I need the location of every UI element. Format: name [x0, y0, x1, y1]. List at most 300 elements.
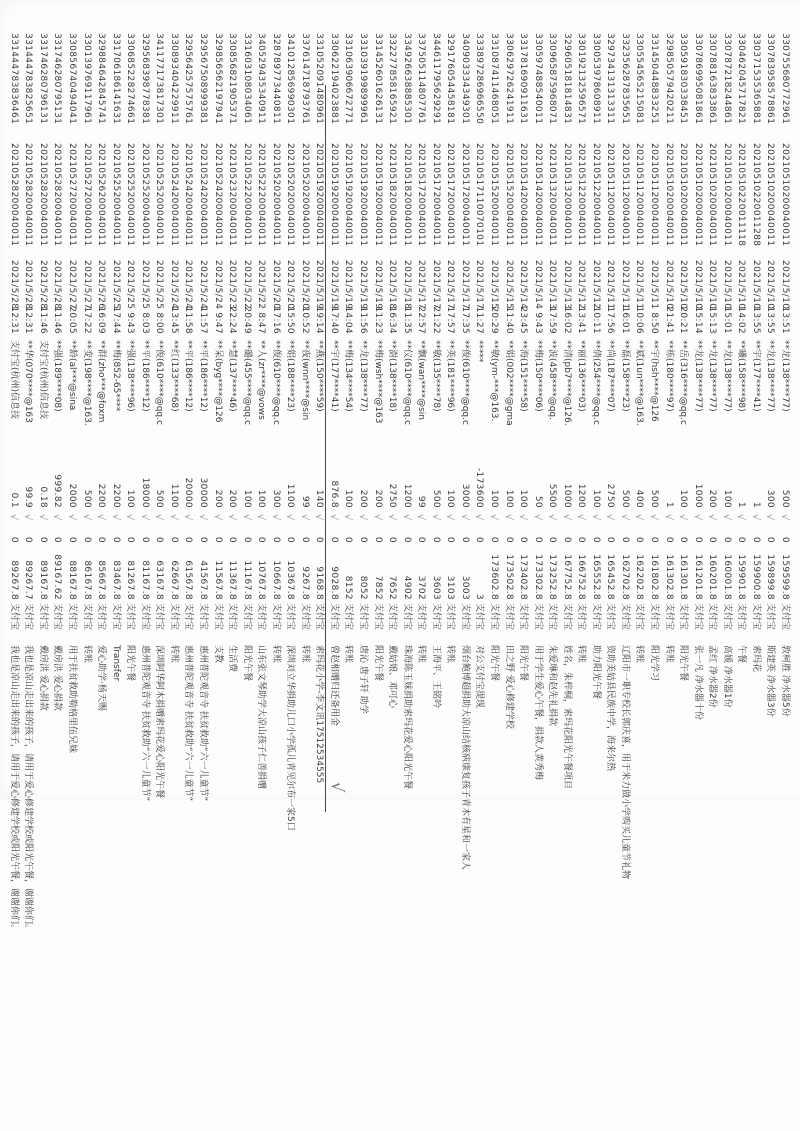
transaction-id: 330856821905371 — [227, 33, 238, 125]
running-balance: 9168.8 — [314, 566, 325, 600]
transaction-id: 330685228274661 — [125, 33, 136, 125]
running-balance: 9267.8 — [299, 566, 310, 600]
amount: 2750 — [387, 483, 398, 508]
note-text: 转账 — [663, 645, 674, 664]
check-mark: √ — [167, 514, 179, 521]
date: 2021/5/26 — [96, 260, 107, 310]
payer-masked: **清(pb7****@126. — [561, 340, 572, 426]
account-label: 支付宝 — [168, 603, 179, 631]
account-label: 支付宝 — [692, 603, 703, 631]
transaction-id: 330629726241911 — [503, 33, 514, 125]
running-balance: 161201.8 — [692, 554, 703, 600]
date: 2021/5/28 — [37, 260, 48, 310]
check-mark: √ — [284, 514, 296, 521]
note-text: 阳光午餐 — [372, 645, 383, 682]
amount: 500 — [780, 489, 790, 508]
account-label: 支付宝 — [663, 603, 674, 631]
transaction-id: 331087411468051 — [489, 33, 499, 125]
check-mark: √ — [648, 514, 660, 521]
note-text: 转账 — [299, 645, 310, 664]
account-label: 支付宝 — [518, 603, 529, 631]
time: 17:56 — [605, 306, 616, 334]
check-mark: √ — [735, 514, 747, 521]
running-balance: 159900.8 — [750, 554, 761, 600]
payer-masked: **宇(177****41) — [750, 340, 761, 412]
fee: 0 — [139, 536, 150, 543]
time: 15:01 — [721, 306, 732, 334]
note-text: 深圳阿华阿木捐赠索玛花爱心阳光午餐 — [154, 645, 165, 799]
amount: 140 — [314, 489, 325, 508]
table-row — [384, 0, 399, 1131]
check-mark: √ — [269, 514, 281, 521]
time: 13:55 — [765, 306, 776, 334]
account-label: 支付宝 — [605, 603, 616, 631]
transaction-id: 331781690911631 — [518, 33, 529, 125]
payer-masked: **燕(150****59) — [314, 340, 325, 412]
note-text: 惠州普陀观音寺 扶贫救助“六一儿童节” — [139, 645, 150, 802]
payer-masked: **呆(byg****@126 — [212, 340, 223, 423]
check-mark: √ — [197, 514, 208, 521]
order-number: 20210511200040011 — [634, 143, 645, 247]
payer-masked: **璐(455****@qq.c — [241, 340, 252, 425]
table-row — [370, 0, 385, 1131]
date: 2021/5/11 — [605, 260, 616, 310]
table-row — [719, 0, 734, 1131]
account-label: 支付宝 — [619, 603, 630, 631]
order-number: 20210519200040011 — [343, 143, 354, 247]
transaction-id: 329176054458181 — [445, 33, 456, 125]
date: 2021/5/20 — [285, 260, 296, 310]
payer-masked: **曦(158****98) — [736, 340, 747, 412]
transaction-id: 341177173817301 — [154, 33, 165, 125]
date: 2021/5/12 — [576, 260, 587, 310]
transaction-id: 330371535365881 — [750, 33, 761, 125]
check-mark: √ — [371, 514, 383, 521]
order-number: 20210515200040011 — [503, 143, 514, 247]
date: 2021/5/19 — [372, 260, 383, 310]
fee: 0 — [372, 536, 383, 543]
table-row — [282, 0, 297, 1131]
account-label: 支付宝 — [299, 603, 310, 631]
running-balance: 9028.8 — [328, 566, 339, 600]
running-balance: 3003 — [459, 575, 470, 600]
date: 2021/5/19 — [314, 260, 325, 310]
note-text: 转账 — [168, 645, 179, 664]
order-number: 20210517200040011 — [430, 143, 441, 247]
transaction-id: 340529435340911 — [256, 33, 267, 125]
check-mark: √ — [502, 514, 514, 521]
note-text: 转账 — [445, 645, 456, 664]
fee: 0 — [649, 536, 660, 543]
check-mark: √ — [80, 514, 92, 521]
date: 2021/5/11 — [619, 260, 630, 310]
time: 8:50 — [649, 312, 660, 334]
table-row — [79, 0, 94, 1131]
order-number: 20210520200040011 — [285, 143, 296, 247]
order-number: 20210519200040011 — [314, 143, 325, 247]
order-number: 20210514200040011 — [532, 143, 543, 247]
check-mark: √ — [560, 514, 572, 521]
date: 2021/5/19 — [358, 260, 369, 310]
table-row — [253, 0, 268, 1131]
transaction-id: 329734131313311 — [605, 33, 616, 125]
time: 12:31 — [23, 306, 34, 334]
payer-masked: **俊(610****@qq.c — [154, 340, 165, 425]
note-text: 索玛花 — [750, 645, 761, 673]
date: 2021/5/13 — [547, 260, 558, 310]
check-mark: √ — [357, 514, 369, 521]
payer-masked: 支付宝(杭州)信息技 — [8, 340, 19, 420]
date: 2021/5/17 — [459, 260, 470, 310]
order-number: 20210525200040011 — [110, 143, 121, 247]
account-label: 支付宝 — [387, 603, 398, 631]
transaction-id: 331706186141631 — [110, 33, 121, 125]
date: 2021/5/19 — [328, 260, 339, 310]
running-balance: 8052 — [358, 575, 369, 600]
time: 23:45 — [518, 306, 529, 334]
fee: 0 — [765, 536, 776, 543]
payer-masked: **飘(wan****@sin — [416, 340, 427, 420]
amount: 100 — [590, 489, 601, 508]
time: 14:02 — [736, 306, 747, 334]
table-row — [501, 0, 516, 1131]
running-balance: 159899.8 — [765, 554, 776, 600]
table-row — [268, 0, 283, 1131]
check-mark: √ — [51, 514, 63, 521]
payer-masked: **英(181****96) — [445, 340, 456, 412]
check-mark: √ — [313, 514, 325, 521]
amount: 2200 — [110, 483, 121, 508]
order-number: 20210520200040011 — [299, 143, 310, 247]
note-text: 转账 — [81, 645, 92, 664]
order-number: 20210522200040011 — [241, 143, 252, 247]
note-text: 高媛 净水器1份 — [721, 645, 732, 708]
payer-masked: **变(198****@163. — [81, 340, 92, 426]
table-row — [690, 0, 705, 1131]
amount: 100 — [503, 489, 514, 508]
fee: 0 — [168, 536, 179, 543]
time: 22:24 — [227, 306, 238, 334]
check-mark: √ — [720, 514, 732, 521]
payer-masked: **澍(138****18) — [387, 340, 398, 412]
amount: 200 — [227, 489, 238, 508]
fee: 0 — [328, 536, 339, 543]
amount: 0.1 — [8, 492, 19, 508]
amount: 99.9 — [23, 486, 34, 508]
running-balance: 7652 — [387, 575, 398, 600]
check-mark: √ — [458, 514, 470, 521]
amount: 2750 — [605, 483, 616, 508]
note-text: 爱心助学·杨天赐 — [96, 645, 107, 711]
time: 8:47 — [256, 312, 267, 334]
payer-masked: **岳(316****@qq.c — [678, 340, 689, 425]
date: 2021/5/15 — [489, 260, 499, 310]
date: 2021/5/11 — [634, 260, 645, 310]
date: 2021/5/10 — [707, 260, 718, 310]
fee: 0 — [401, 536, 412, 543]
time: 17:16 — [270, 306, 281, 334]
note-text: 姓名，朱梓桐，索玛花阳光午餐项目 — [561, 645, 572, 790]
fee: 0 — [23, 536, 34, 543]
order-number: 20210524200040011 — [212, 143, 223, 247]
running-balance: 89167.62 — [52, 554, 63, 600]
running-balance: 10667.8 — [270, 560, 281, 600]
fee: 0 — [96, 536, 107, 543]
order-number: 20210528200040011 — [23, 143, 34, 247]
transaction-id: 329850579420211 — [663, 33, 674, 125]
time: 8:00 — [154, 312, 165, 334]
check-mark: √ — [124, 514, 136, 521]
date: 2021/5/24 — [168, 260, 179, 310]
transaction-id: 331039199899961 — [358, 33, 369, 125]
date: 2021/5/22 — [256, 260, 267, 310]
time: 15:50 — [285, 306, 296, 334]
fee: 0 — [125, 536, 136, 543]
order-number: 20210510200040011 — [707, 143, 718, 247]
check-mark: √ — [400, 514, 412, 521]
order-number: 20210518200040011 — [401, 143, 412, 247]
transaction-id: 330787218244861 — [721, 33, 732, 125]
order-number: 20210517200040011 — [459, 143, 470, 247]
fee: 0 — [8, 536, 19, 543]
time: 11:58 — [183, 306, 194, 334]
payer-masked: **平(186****12) — [198, 340, 208, 412]
note-text: 惠州普陀观音寺 扶贫救助“六一儿童节” — [183, 645, 194, 802]
check-mark: √ — [327, 514, 339, 521]
order-number: 20210512200040011 — [590, 143, 601, 247]
date: 2021/5/28 — [23, 260, 34, 310]
account-label: 支付宝 — [139, 603, 150, 631]
payer-masked: **敏(ym-***@163. — [489, 340, 499, 422]
running-balance: 81267.8 — [125, 560, 136, 600]
time: 10:11 — [590, 306, 601, 334]
time: 12:31 — [8, 306, 19, 334]
check-mark: √ — [618, 514, 630, 521]
amount: 1 — [663, 501, 674, 508]
transaction-id: 330462045717821 — [736, 33, 747, 125]
transaction-id: 330786995081861 — [692, 33, 703, 125]
time: 9:47 — [212, 312, 223, 334]
note-text: 阳光午餐 — [489, 645, 499, 682]
fee: 0 — [67, 536, 78, 543]
amount: 2000 — [67, 483, 78, 508]
amount: 1100 — [285, 483, 296, 508]
date: 2021/5/10 — [678, 260, 689, 310]
amount: 50 — [532, 495, 543, 508]
time: 13:41 — [576, 306, 587, 334]
date: 2021/5/25 — [139, 260, 150, 310]
payer-masked: **龙(138****77) — [765, 340, 776, 412]
table-row — [762, 0, 777, 1131]
amount: 500 — [81, 489, 92, 508]
transaction-id: 330965875968071 — [547, 33, 558, 125]
payer-masked: **平(186****12) — [139, 340, 150, 412]
transaction-id: 331444783836461 — [8, 33, 19, 125]
date: 2021/5/12 — [590, 260, 601, 310]
table-row — [486, 0, 501, 1131]
transaction-id: 329567508999381 — [198, 33, 208, 125]
date: 2021/5/24 — [183, 260, 194, 310]
amount: 500 — [154, 489, 165, 508]
account-label: 支付宝 — [590, 603, 601, 631]
note-text: 转账 — [416, 645, 427, 664]
date: 2021/5/20 — [299, 260, 310, 310]
date: 2021/5/24 — [212, 260, 223, 310]
check-mark: √ — [764, 514, 776, 521]
order-number: 20210517110070101 — [474, 143, 485, 247]
running-balance: 10367.8 — [285, 560, 296, 600]
fee: 0 — [547, 536, 558, 543]
table-row — [93, 0, 108, 1131]
amount: 500 — [430, 489, 441, 508]
transaction-id: 330788163833861 — [707, 33, 718, 125]
payer-masked: **娟(002****@gma — [503, 340, 514, 426]
payer-masked: **梅(150****06) — [532, 340, 543, 412]
check-mark: √ — [211, 514, 223, 521]
date: 2021/5/28 — [8, 260, 19, 310]
fee: 0 — [183, 536, 194, 543]
running-balance: 162202.8 — [634, 554, 645, 600]
time: 11:46 — [37, 306, 48, 334]
date: 2021/5/17 — [445, 260, 456, 310]
check-mark: √ — [531, 514, 543, 521]
fee: 0 — [445, 536, 456, 543]
time: 17:22 — [81, 306, 92, 334]
table-row — [151, 0, 166, 1131]
table-row — [137, 0, 152, 1131]
check-mark: √ — [779, 514, 790, 521]
date: 2021/5/25 — [154, 260, 165, 310]
transaction-id: 333897286966550 — [474, 33, 485, 125]
order-number: 20210528200040011 — [52, 143, 63, 247]
amount: 1000 — [561, 483, 572, 508]
amount: 100 — [489, 489, 499, 508]
order-number: 20210513200040011 — [547, 143, 558, 247]
fee: 0 — [52, 536, 63, 543]
check-mark: √ — [662, 514, 674, 521]
amount: 999.82 — [52, 474, 63, 508]
order-number: 20210519200040011 — [358, 143, 369, 247]
time: 10:52 — [299, 306, 310, 334]
date: 2021/5/10 — [736, 260, 747, 310]
account-label: 支付宝 — [67, 603, 78, 631]
time: 15:13 — [707, 306, 718, 334]
fee: 0 — [561, 536, 572, 543]
payer-masked: **仪(610****@qq.c — [401, 340, 412, 425]
date: 2021/5/25 — [125, 260, 136, 310]
running-balance: 161302.8 — [663, 554, 674, 600]
time: 9:43 — [532, 312, 543, 334]
table-row — [297, 0, 312, 1131]
transaction-id: 330856740494041 — [67, 33, 78, 125]
order-number: 20210527200040011 — [67, 143, 78, 247]
account-label: 支付宝 — [96, 603, 107, 631]
table-row — [180, 0, 195, 1131]
account-label: 支付宝 — [416, 603, 427, 631]
transaction-id: 340903334349301 — [459, 33, 470, 125]
transaction-id: 332277858165921 — [387, 33, 398, 125]
account-label: 支付宝 — [532, 603, 543, 631]
account-label: 支付宝 — [285, 603, 296, 631]
amount: 100 — [343, 489, 354, 508]
order-number: 20210527200040011 — [81, 143, 92, 247]
date: 2021/5/22 — [241, 260, 252, 310]
fee: 0 — [285, 536, 296, 543]
running-balance: 4902 — [401, 575, 412, 600]
running-balance: 173602.8 — [489, 554, 499, 600]
time: 11:56 — [358, 306, 369, 334]
account-label: 支付宝 — [678, 603, 689, 631]
account-label: 支付宝 — [561, 603, 572, 631]
transaction-id: 330755680772961 — [780, 33, 790, 125]
check-mark: √ — [95, 514, 107, 521]
account-label: 支付宝 — [503, 603, 514, 631]
transaction-id: 334926638885301 — [401, 33, 412, 125]
note-text: 王海平、王铭吟 — [430, 645, 441, 709]
note-text: 阳光学习 — [649, 645, 660, 682]
table-row — [311, 0, 326, 1131]
transaction-id: 337505114807761 — [416, 33, 427, 125]
note-text: 转账 — [270, 645, 281, 664]
check-mark: √ — [226, 514, 238, 521]
note-text: 田之野 爱心修建学校 — [503, 645, 514, 729]
payer-masked: **娟(188****23) — [285, 340, 296, 412]
amount: 100 — [445, 489, 456, 508]
account-label: 支付宝 — [707, 603, 718, 631]
account-label: 支付宝 — [576, 603, 587, 631]
account-label: 支付宝 — [649, 603, 660, 631]
note-text: 阳光午餐 — [518, 645, 529, 682]
note-text: 烟台鲍博超捐助大凉山结核病康复孩子青木有星和一家人 — [459, 645, 470, 871]
fee: 0 — [154, 536, 165, 543]
date: 2021/5/17 — [416, 260, 427, 310]
fee: 0 — [270, 536, 281, 543]
table-row — [617, 0, 632, 1131]
fee: 0 — [780, 536, 790, 543]
transaction-id: 330139769117961 — [81, 33, 92, 125]
account-label: 支付宝 — [52, 603, 63, 631]
fee: 0 — [343, 536, 354, 543]
table-row — [35, 0, 50, 1131]
table-row — [326, 0, 347, 1131]
transaction-id: 330192132596571 — [576, 33, 587, 125]
order-number: 20210510200040011 — [692, 143, 703, 247]
note-text: Transfer — [110, 645, 121, 682]
check-mark: √ — [488, 514, 499, 521]
amount: 100 — [256, 489, 267, 508]
note-text: 戴房洪 爱心捐款 — [37, 645, 48, 711]
check-mark: √ — [749, 514, 761, 521]
running-balance: 85667.8 — [96, 560, 107, 600]
order-number: 20210510200040011 — [780, 143, 790, 247]
order-number: 20210510200040011 — [678, 143, 689, 247]
table-row — [573, 0, 588, 1131]
table-row — [195, 0, 210, 1131]
note-text: 午餐 — [736, 645, 747, 664]
note-text: 支教 — [212, 645, 223, 664]
payer-masked: **宇(177****41) — [328, 340, 339, 412]
amount: 200 — [212, 489, 223, 508]
payer-masked: **敏(135****78) — [430, 340, 441, 412]
table-row — [559, 0, 574, 1131]
time: 16:01 — [619, 306, 630, 334]
running-balance: 3 — [474, 593, 485, 600]
date: 2021/5/24 — [198, 260, 208, 310]
note-text: 斯建英 净水器3份 — [765, 645, 776, 717]
check-mark: √ — [386, 514, 398, 521]
order-number: 20210526200040011 — [96, 143, 107, 247]
amount: 1000 — [692, 483, 703, 508]
